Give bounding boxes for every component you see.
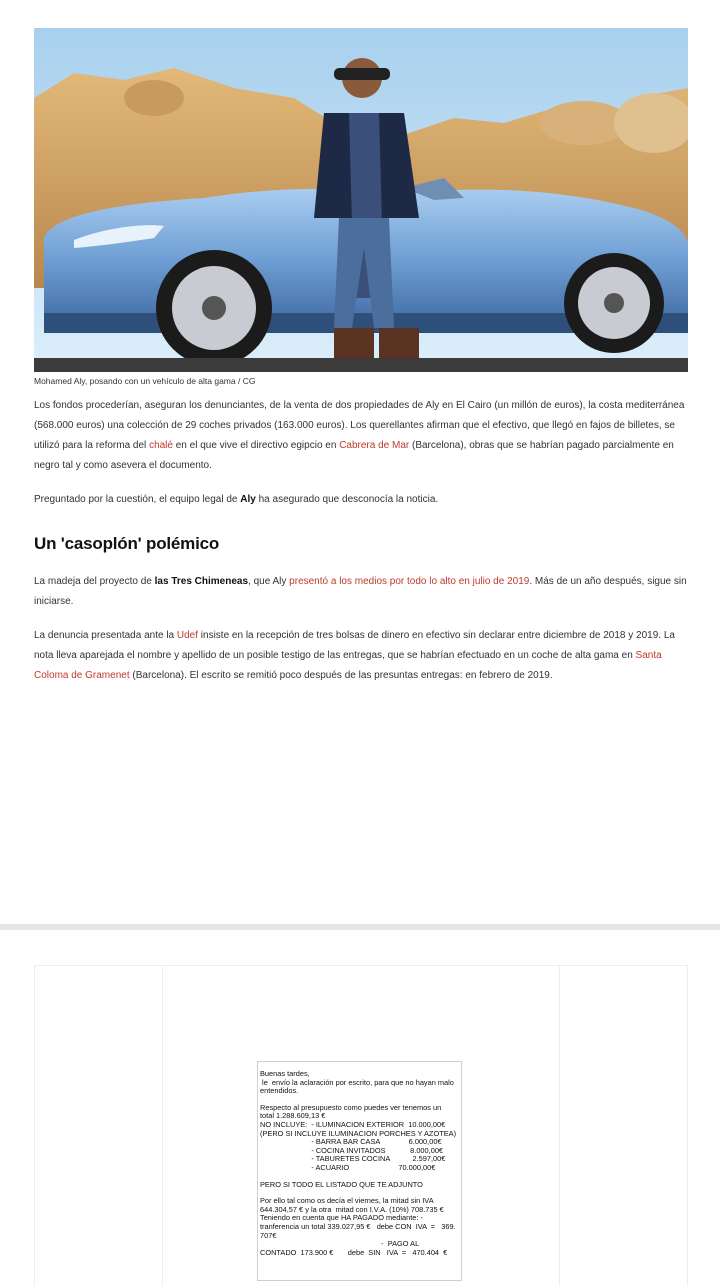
text: en el que vive el directivo egipcio en [172, 440, 340, 451]
link-chale[interactable]: chalé [149, 440, 173, 451]
text: (Barcelona). El escrito se remitió poco después de las presuntas entregas: en febrero de 2019. [129, 670, 553, 681]
link-cabrera-de-mar[interactable]: Cabrera de Mar [339, 440, 410, 451]
hero-photo [34, 28, 688, 372]
letter-line: Teniendo en cuenta que HA PAGADO mediante: - [260, 1213, 423, 1223]
letter-line: entendidos. [260, 1086, 299, 1096]
ferrari-photo-illustration [34, 28, 688, 372]
link-presentation[interactable]: presentó a los medios por todo lo alto en julio de 2019 [289, 576, 530, 587]
text: insiste en la recepción de tres bolsas de dinero en efectivo sin declarar entre diciembre de 2018 y 2019. La nota lleva aparejada el nombre y apellido de un posible testigo de las entregas, que se habrían efectuado en un coche de alta gama en [34, 630, 675, 661]
paragraph-tres-chimeneas [34, 572, 688, 612]
letter-line: Respecto al presupuesto como puedes ver tenemos un [260, 1102, 442, 1112]
letter-line: NO INCLUYE: - ILUMINACION EXTERIOR 10.000,00€ [260, 1119, 446, 1129]
text: La denuncia presentada ante la [34, 630, 177, 641]
text: La madeja del proyecto de [34, 576, 155, 587]
paragraph-udef [34, 626, 688, 686]
frame-column-line [162, 966, 163, 1286]
frame-column-line [559, 966, 560, 1286]
letter-line: 644.304,57 € y la otra mitad con I.V.A. (10%) 708.735 € [260, 1204, 444, 1214]
letter-line: - PAGO AL [260, 1239, 420, 1249]
text: Los fondos procederían, aseguran los denunciantes, de la venta de dos propiedades de Aly en El Cairo (un millón de euros), la costa mediterránea (568.000 euros) una colección de 29 coches privados (163.000 euros). Los querellantes afirman que el efectivo, que llegó en fajos de billetes, se utilizó para la reforma del [34, 400, 685, 451]
letter-line: total 1.288.609,13 € [260, 1111, 326, 1121]
bold-name: Aly [240, 494, 256, 505]
bold-project: las Tres Chimeneas [154, 576, 249, 587]
text: (Barcelona), obras que se habrían pagado parcialmente en negro tal y como asevera el documento. [34, 440, 674, 471]
paragraph-legal-team [34, 490, 688, 510]
section-heading: Un 'casoplón' polémico [34, 534, 220, 553]
letter-line: 707€ [260, 1230, 277, 1240]
article-body [34, 396, 688, 702]
letter-line: - TABURETES COCINA 2.597,00€ [260, 1154, 446, 1164]
letter-line: le envío la aclaración por escrito, para que no hayan malo [260, 1077, 454, 1087]
link-udef[interactable]: Udef [176, 630, 199, 641]
letter-line: - BARRA BAR CASA 6.000,00€ [260, 1137, 442, 1147]
text: . Más de un año después, sigue sin iniciarse. [34, 576, 687, 607]
link-santa-coloma[interactable]: Santa Coloma de Gramenet [34, 650, 662, 681]
letter-line: (PERO SI INCLUYE ILUMINACION PORCHES Y AZOTEA) [260, 1128, 457, 1138]
letter-line: - COCINA INVITADOS 8.000,00€ [260, 1145, 444, 1155]
letter-line: CONTADO 173.900 € debe SIN IVA = 470.404 € [260, 1247, 448, 1257]
text: Preguntado por la cuestión, el equipo legal de [34, 494, 241, 505]
section-divider [0, 924, 720, 930]
text: , que Aly [248, 576, 290, 587]
photo-caption: Mohamed Aly, posando con un vehículo de alta gama / CG [34, 376, 256, 386]
letter-line: tranferencia un total 339.027,95 € debe CON IVA = 369. [260, 1221, 456, 1231]
letter-line: - ACUARIO 70.000,00€ [260, 1162, 436, 1172]
letter-line: Por ello tal como os decía el viernes, la mitad sin IVA [260, 1196, 434, 1206]
paragraph-funds [34, 396, 688, 476]
scanned-letter [257, 1061, 462, 1281]
letter-line: PERO SI TODO EL LISTADO QUE TE ADJUNTO [260, 1179, 423, 1189]
letter-line: Buenas tardes, [260, 1069, 310, 1078]
text: ha asegurado que desconocía la noticia. [255, 494, 439, 505]
